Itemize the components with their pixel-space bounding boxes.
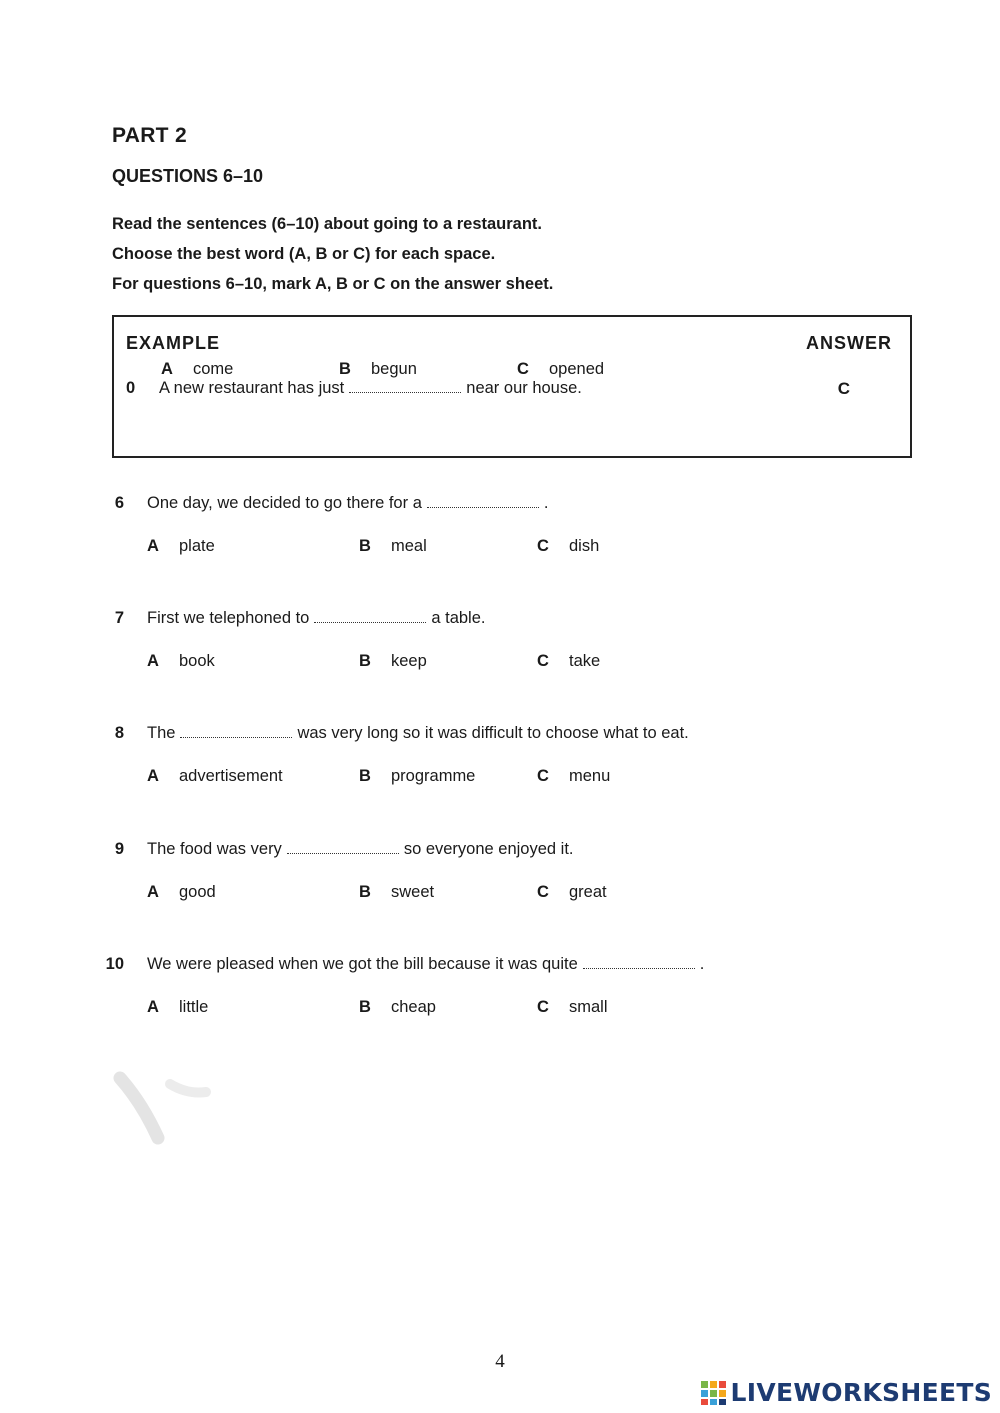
option-text: meal <box>391 537 427 555</box>
option-letter: A <box>147 537 159 555</box>
option-b <box>339 360 417 379</box>
question-number: 7 <box>114 609 124 627</box>
option-c[interactable] <box>537 767 610 786</box>
option-b[interactable] <box>359 883 434 902</box>
option-text: dish <box>569 537 600 555</box>
option-letter: B <box>359 998 371 1016</box>
sentence-end: . <box>543 494 549 512</box>
example-label: EXAMPLE <box>126 333 221 353</box>
option-a[interactable] <box>147 652 215 671</box>
option-c[interactable] <box>537 652 600 671</box>
option-text: little <box>179 998 209 1016</box>
options <box>147 883 747 905</box>
questions-title: QUESTIONS 6–10 <box>112 166 264 186</box>
answer-blank[interactable] <box>287 841 399 854</box>
answer-blank[interactable] <box>583 956 695 969</box>
option-letter: A <box>147 883 159 901</box>
sentence-end: near our house. <box>466 379 582 397</box>
sentence-start: The <box>147 724 176 742</box>
example-number: 0 <box>126 379 136 397</box>
option-letter: B <box>359 537 371 555</box>
option-letter: B <box>339 360 351 378</box>
option-letter: C <box>537 883 549 901</box>
page-number: 4 <box>495 1351 505 1372</box>
answer-blank[interactable] <box>427 495 539 508</box>
option-letter: B <box>359 767 371 785</box>
option-c[interactable] <box>537 998 608 1017</box>
question-text <box>147 494 548 513</box>
options <box>147 652 747 674</box>
option-letter: C <box>537 652 549 670</box>
sentence-end: . <box>699 955 705 973</box>
option-text: great <box>569 883 607 901</box>
option-b[interactable] <box>359 652 427 671</box>
option-text: good <box>179 883 216 901</box>
sentence-start: One day, we decided to go there for a <box>147 494 422 512</box>
sentence-end: so everyone enjoyed it. <box>403 840 574 858</box>
question-text <box>147 609 485 628</box>
example-answer: C <box>837 379 850 398</box>
sentence-start: We were pleased when we got the bill because it was quite <box>147 955 578 973</box>
option-letter: C <box>537 767 549 785</box>
option-letter: A <box>161 360 173 378</box>
option-text: plate <box>179 537 215 555</box>
question-number: 8 <box>114 724 124 742</box>
brand-logo[interactable] <box>701 1378 992 1407</box>
sentence-start: A new restaurant has just <box>159 379 345 397</box>
option-text: sweet <box>391 883 435 901</box>
instruction-line: For questions 6–10, mark A, B or C on the answer sheet. <box>112 275 554 293</box>
question-number: 10 <box>105 955 124 973</box>
option-a[interactable] <box>147 883 216 902</box>
question-text <box>147 955 704 974</box>
options <box>147 998 747 1020</box>
part-title: PART 2 <box>112 124 187 147</box>
option-text: come <box>193 360 234 378</box>
option-c[interactable] <box>537 537 599 556</box>
answer-blank[interactable] <box>314 610 426 623</box>
option-b[interactable] <box>359 998 436 1017</box>
option-text: opened <box>549 360 605 378</box>
option-letter: B <box>359 883 371 901</box>
option-text: take <box>569 652 601 670</box>
sentence-start: First we telephoned to <box>147 609 310 627</box>
example-options <box>161 360 761 382</box>
option-letter: A <box>147 652 159 670</box>
option-b[interactable] <box>359 537 427 556</box>
option-text: menu <box>569 767 611 785</box>
example-box <box>112 315 912 458</box>
question-number: 6 <box>114 494 124 512</box>
option-a <box>161 360 233 379</box>
options <box>147 767 747 789</box>
option-letter: A <box>147 767 159 785</box>
option-letter: C <box>517 360 529 378</box>
question-text <box>147 724 689 743</box>
option-letter: B <box>359 652 371 670</box>
option-text: keep <box>391 652 427 670</box>
answer-blank[interactable] <box>180 725 292 738</box>
question-text <box>147 840 574 859</box>
option-c[interactable] <box>537 883 607 902</box>
option-a[interactable] <box>147 998 208 1017</box>
sentence-start: The food was very <box>147 840 282 858</box>
option-a[interactable] <box>147 537 215 556</box>
watermark-icon <box>108 1060 228 1150</box>
instruction-line: Read the sentences (6–10) about going to a restaurant. <box>112 215 543 233</box>
sentence-end: was very long so it was difficult to choose what to eat. <box>297 724 689 742</box>
brand-text: LIVEWORKSHEETS <box>730 1378 992 1407</box>
instruction-line: Choose the best word (A, B or C) for each space. <box>112 245 496 263</box>
sentence-end: a table. <box>431 609 486 627</box>
option-text: begun <box>371 360 417 378</box>
question-number: 9 <box>114 840 124 858</box>
option-c <box>517 360 604 379</box>
option-b[interactable] <box>359 767 475 786</box>
liveworksheets-logo-icon <box>701 1381 727 1405</box>
option-letter: C <box>537 998 549 1016</box>
option-text: cheap <box>391 998 436 1016</box>
instructions <box>112 209 553 299</box>
options <box>147 537 747 559</box>
option-text: small <box>569 998 608 1016</box>
option-a[interactable] <box>147 767 283 786</box>
option-text: book <box>179 652 215 670</box>
option-text: programme <box>391 767 476 785</box>
option-letter: C <box>537 537 549 555</box>
option-text: advertisement <box>179 767 283 785</box>
option-letter: A <box>147 998 159 1016</box>
answer-label: ANSWER <box>806 333 892 353</box>
